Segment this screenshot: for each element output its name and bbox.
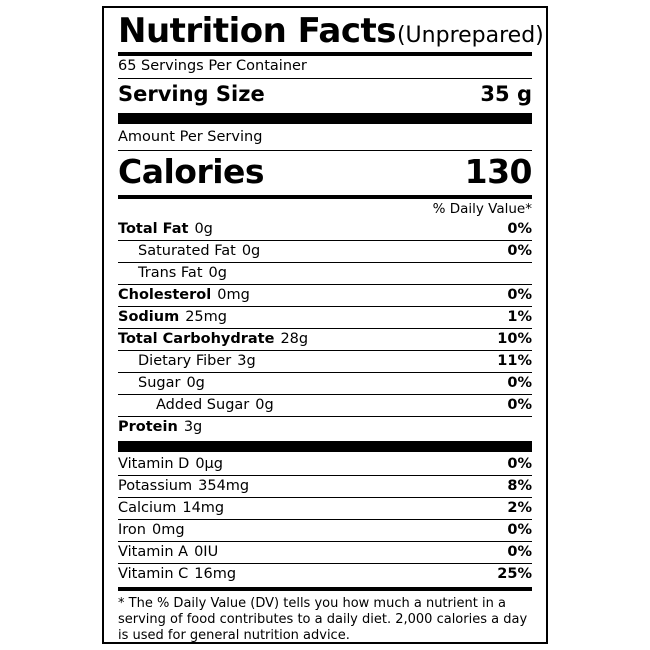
nutrient-dv: 10% [497,331,532,348]
nutrient-dv: 0% [507,397,532,414]
vitamin-name: Vitamin A [118,544,189,561]
nutrient-name: Added Sugar [156,397,250,414]
nutrient-dv: 1% [507,309,532,326]
vitamin-row [118,475,532,497]
vitamin-amount: 0IU [194,544,219,561]
nutrient-amount: 28g [280,331,309,348]
nutrient-row [118,350,532,372]
title-suffix: (Unprepared) [396,23,544,48]
nutrient-dv: 0% [507,287,532,304]
page-title: Nutrition Facts [118,11,396,51]
divider-thick-bottom [118,441,532,452]
vitamin-dv: 0% [507,456,532,473]
nutrient-name: Total Carbohydrate [118,331,275,348]
nutrient-amount: 0g [208,265,227,282]
nutrient-row [118,416,532,438]
nutrient-row [118,394,532,416]
vitamin-amount: 16mg [194,566,237,583]
amount-per-serving-label: Amount Per Serving [118,128,263,145]
nutrient-name: Dietary Fiber [138,353,232,370]
nutrient-dv: 11% [497,353,532,370]
servings-per-container: 65 Servings Per Container [118,57,307,74]
vitamin-amount: 354mg [198,478,250,495]
nutrient-name: Saturated Fat [138,243,236,260]
daily-value-footnote: * The % Daily Value (DV) tells you how much a nutrient in a serving of food contributes to a daily diet. 2,000 calories a day is used for general nutrition advice. [118,595,528,644]
vitamin-dv: 25% [497,566,532,583]
nutrient-name: Trans Fat [138,265,203,282]
nutrient-amount: 0g [241,243,261,260]
vitamin-name: Iron [118,522,146,539]
calories-label: Calories [118,151,265,191]
vitamin-name: Potassium [118,478,193,495]
nutrient-amount: 3g [183,419,203,436]
nutrient-amount: 25mg [185,309,227,326]
nutrient-row [118,306,532,328]
nutrient-name: Total Fat [118,221,189,238]
vitamin-name: Vitamin D [118,456,190,473]
vitamin-amount: 0µg [195,456,223,473]
vitamin-amount: 14mg [182,500,225,517]
vitamin-row [118,497,532,519]
label-title-row [118,11,544,51]
nutrient-dv: 0% [507,375,532,392]
vitamin-name: Calcium [118,500,177,517]
vitamin-row [118,519,532,541]
nutrient-amount: 0mg [217,287,250,304]
vitamin-list [118,454,532,585]
nutrient-name: Sodium [118,309,180,326]
nutrient-amount: 0g [194,221,213,238]
vitamin-name: Vitamin C [118,566,189,583]
nutrient-row [118,219,532,240]
nutrient-name: Protein [118,419,178,436]
nutrient-row [118,328,532,350]
vitamin-row [118,541,532,563]
calories-row [118,151,532,193]
nutrient-amount: 3g [237,353,256,370]
nutrient-dv: 0% [507,221,532,238]
nutrient-name: Sugar [138,375,181,392]
nutrient-amount: 0g [186,375,205,392]
daily-value-header: % Daily Value* [432,200,532,217]
serving-size-row [118,79,532,110]
nutrition-facts-label [102,6,548,644]
nutrient-amount: 0g [255,397,274,414]
nutrient-dv: 0% [507,243,532,260]
nutrient-row [118,372,532,394]
calories-value: 130 [464,151,532,191]
vitamin-row [118,454,532,475]
serving-size-label: Serving Size [118,81,265,106]
serving-size-value: 35 g [480,81,532,106]
nutrient-row [118,284,532,306]
vitamin-dv: 8% [507,478,532,495]
nutrient-row [118,262,532,284]
nutrient-list [118,219,532,438]
vitamin-dv: 0% [507,544,532,561]
vitamin-amount: 0mg [151,522,185,539]
vitamin-row [118,563,532,585]
nutrient-name: Cholesterol [118,287,212,304]
vitamin-dv: 2% [507,500,532,517]
nutrient-row [118,240,532,262]
divider-thick-top [118,113,532,124]
vitamin-dv: 0% [507,522,532,539]
